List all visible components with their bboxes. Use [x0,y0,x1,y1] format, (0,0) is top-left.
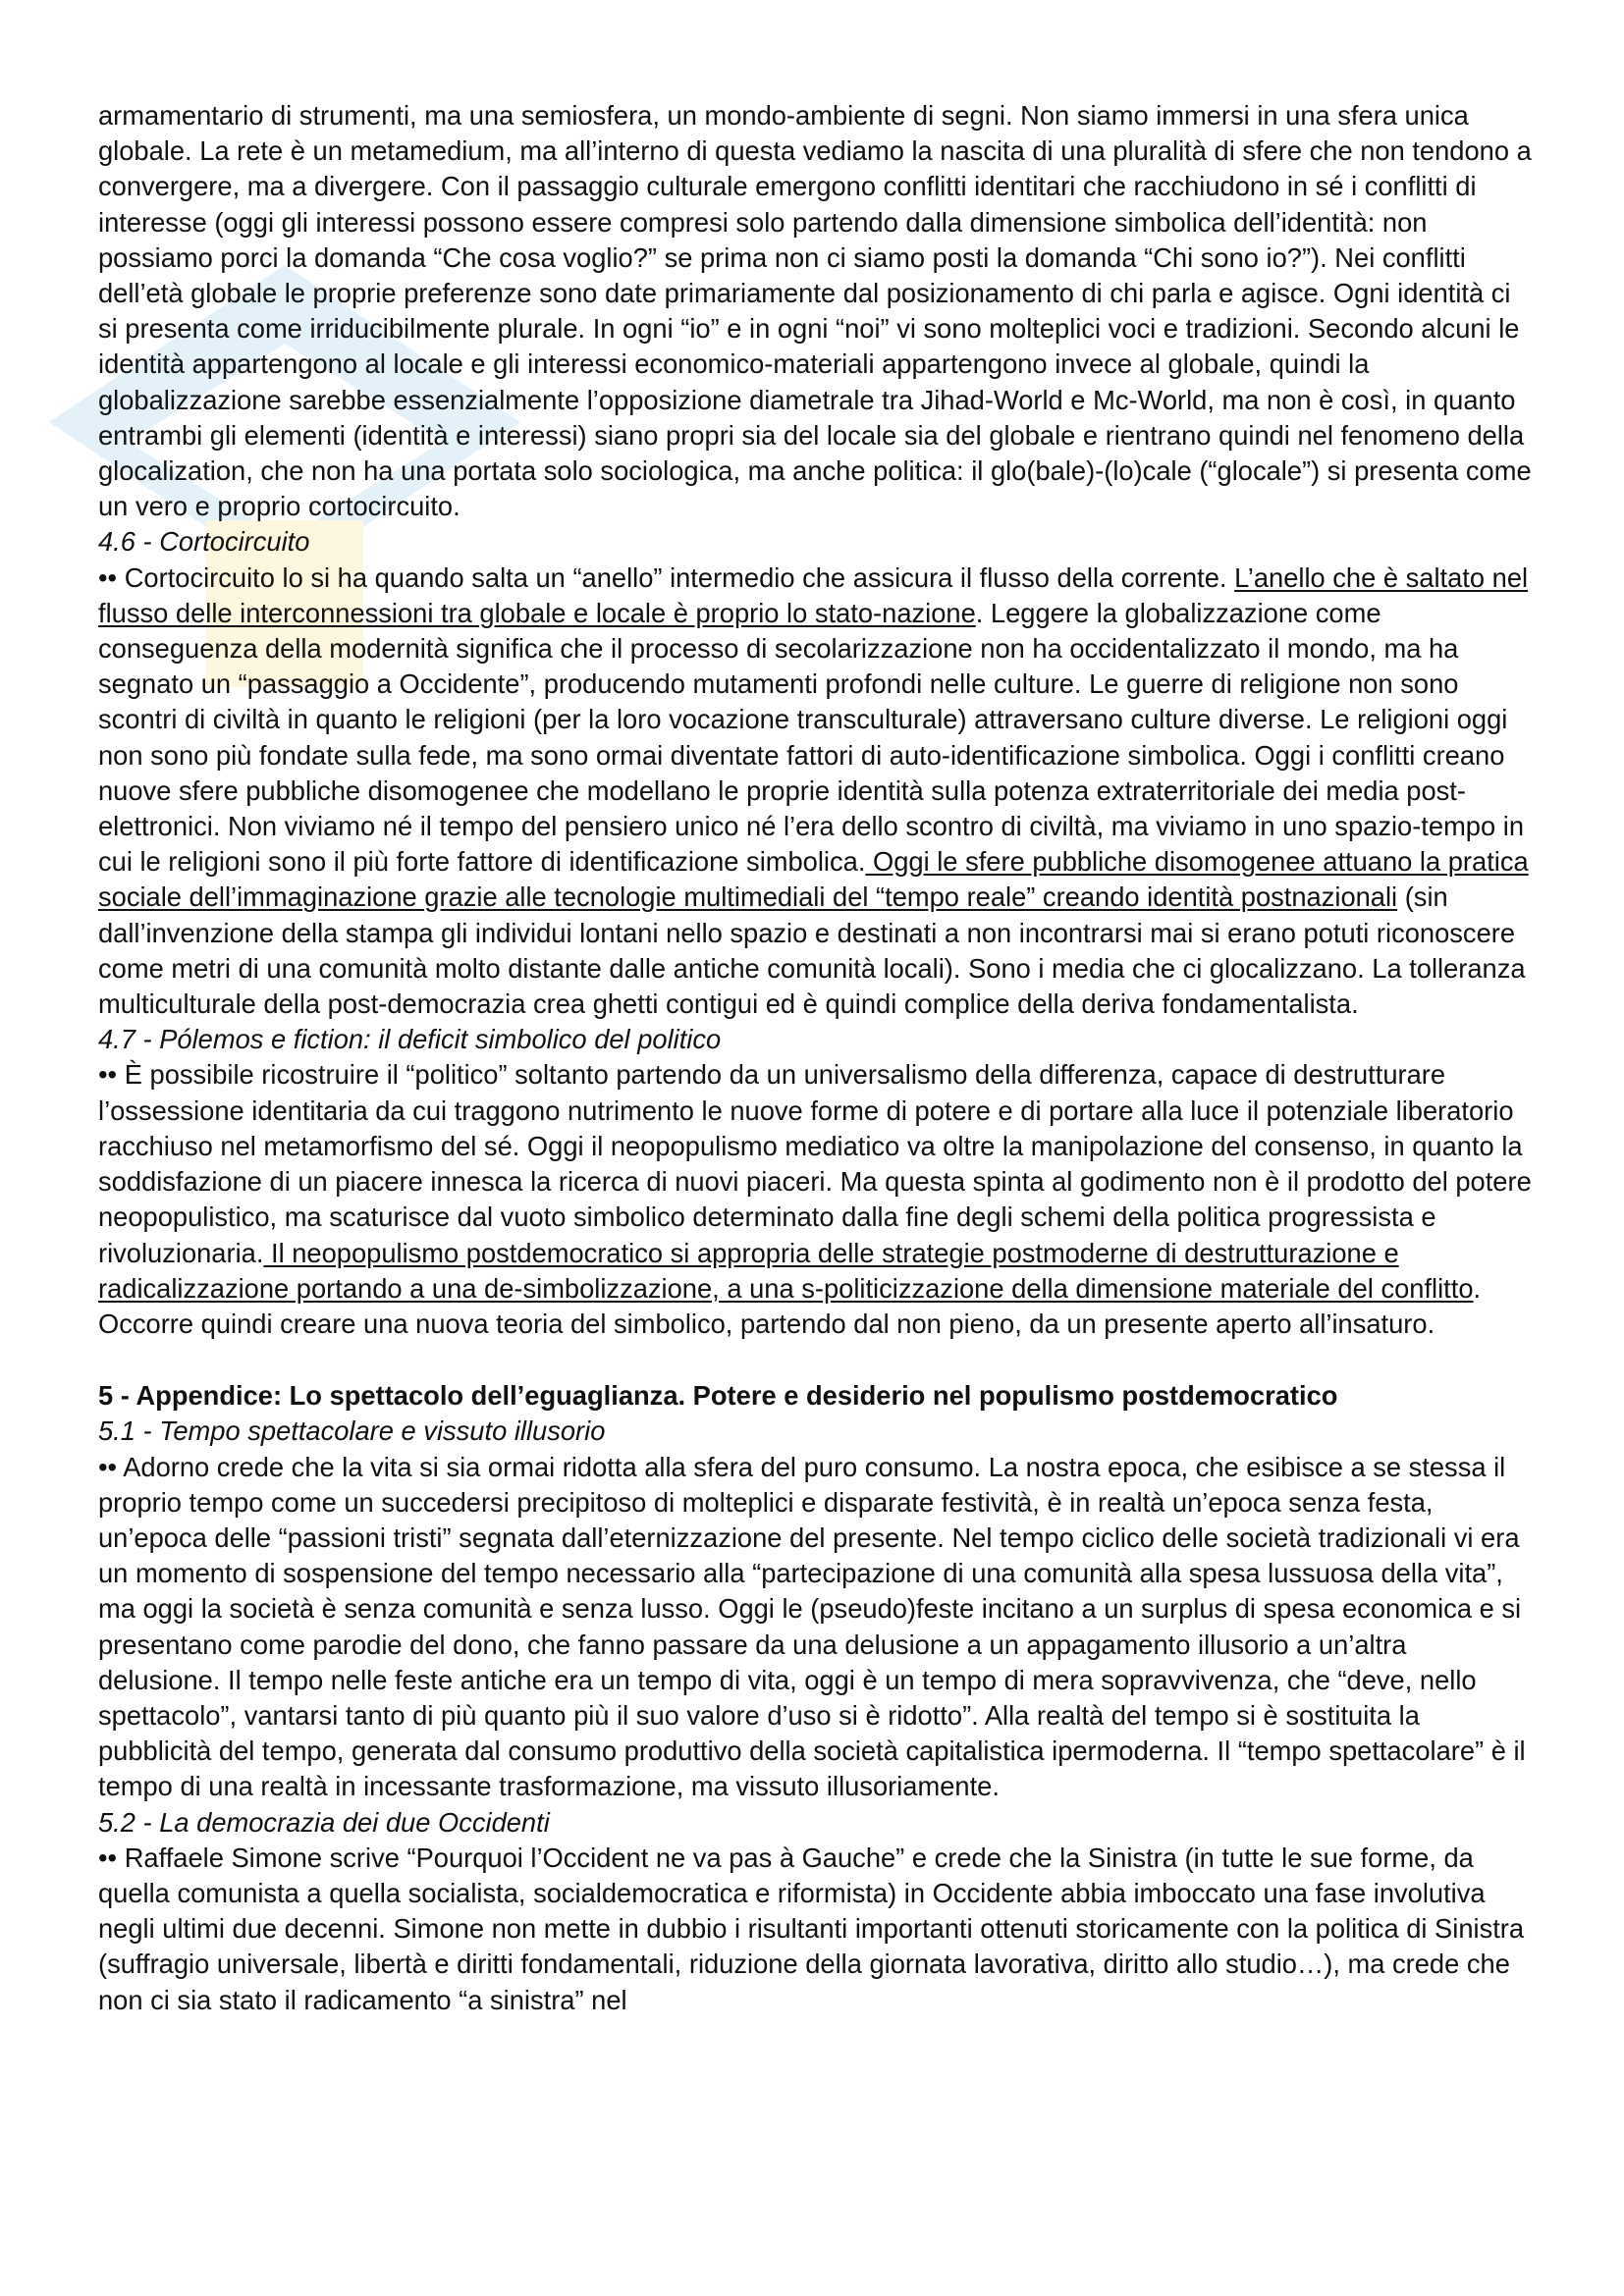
bullet-marker: •• [98,561,118,593]
chapter-5-heading: 5 - Appendice: Lo spettacolo dell’eguaglianza. Potere e desiderio nel populismo postdemocratico [98,1380,1338,1412]
section-5-2-title: 5.2 - La democrazia dei due Occidenti [98,1806,550,1838]
section-5-2-text: Raffaele Simone scrive “Pourquoi l’Occident ne va pas à Gauche” e crede che la Sinistra (in tutte le sue forme, da quella comunista a quella socialista, socialdemocratica e riformista) in Occidente abbia imboccato una fase involutiva negli ultimi due decenni. Simone non mette in dubbio i risultanti importanti ottenuti storicamente con la politica di Sinistra (suffragio universale, libertà e diritti fondamentali, riduzione della giornata lavorativa, diritto allo studio…), ma crede che non ci sia stato il radicamento “a sinistra” nel [98,1842,1525,2015]
document-page [98,98,1532,2018]
underlined-passage: Oggi le sfere pubbliche disomogenee attuano la pratica sociale dell’immaginazione grazie alle tecnologie multimediali del “tempo reale” creando identità postnazionali [98,846,1529,913]
bullet-marker: •• [98,1059,118,1091]
section-5-1-paragraph [98,1450,1532,1805]
underlined-passage: L’anello che è saltato nel flusso delle interconnessioni tra globale e locale è proprio lo stato-nazione [98,561,1529,628]
section-4-7-text-2: . Occorre quindi creare una nuova teoria del simbolico, partendo dal non pieno, da un presente aperto all’insaturo. [98,1272,1482,1339]
continuation-paragraph: armamentario di strumenti, ma una semiosfera, un mondo-ambiente di segni. Non siamo immersi in una sfera unica globale. La rete è un metamedium, ma all’interno di questa vediamo la nascita di una pluralità di sfere che non tendono a convergere, ma a divergere. Con il passaggio culturale emergono conflitti identitari che racchiudono in sé i conflitti di interesse (oggi gli interessi possono essere compresi solo partendo dalla dimensione simbolica dell’identità: non possiamo porci la domanda “Che cosa voglio?” se prima non ci siamo posti la domanda “Chi sono io?”). Nei conflitti dell’età globale le proprie preferenze sono date primariamente dal posizionamento di chi parla e agisce. Ogni identità ci si presenta come irriducibilmente plurale. In ogni “io” e in ogni “noi” vi sono molteplici voci e tradizioni. Secondo alcuni le identità appartengono al locale e gli interessi economico-materiali appartengono invece al globale, quindi la globalizzazione sarebbe essenzialmente l’opposizione diametrale tra Jihad-World e Mc-World, ma non è così, in quanto entrambi gli elementi (identità e interessi) siano propri sia del locale sia del globale e rientrano quindi nel fenomeno della glocalization, che non ha una portata solo sociologica, ma anche politica: il glo(bale)-(lo)cale (“glocale”) si presenta come un vero e proprio cortocircuito. [98,100,1532,522]
section-5-2-paragraph [98,1841,1532,2018]
section-5-1-text: Adorno crede che la vita si sia ormai ridotta alla sfera del puro consumo. La nostra epoca, che esibisce a se stessa il proprio tempo come un succedersi precipitoso di molteplici e disparate festività, è in realtà un’epoca senza festa, un’epoca delle “passioni tristi” segnata dall’eternizzazione del presente. Nel tempo ciclico delle società tradizionali vi era un momento di sospensione del tempo necessario alla “partecipazione di una comunità alla spesa lussuosa della vita”, ma oggi la società è senza comunità e senza lusso. Oggi le (pseudo)feste incitano a un surplus di spesa economica e si presentano come parodie del dono, che fanno passare da una delusione a un appagamento illusorio a un’altra delusione. Il tempo nelle feste antiche era un tempo di vita, oggi è un tempo di mera sopravvivenza, che “deve, nello spettacolo”, vantarsi tanto di più quanto più il suo valore d’uso si è ridotto”. Alla realtà del tempo si è sostituita la pubblicità del tempo, generata dal consumo produttivo della società capitalistica ipermoderna. Il “tempo spettacolare” è il tempo di una realtà in incessante trasformazione, ma vissuto illusoriamente. [98,1451,1526,1802]
section-4-7-paragraph [98,1057,1532,1342]
section-4-6-text-2: . Leggere la globalizzazione come conseguenza della modernità significa che il processo di secolarizzazione non ha occidentalizzato il mondo, ma ha segnato un “passaggio a Occidente”, producendo mutamenti profondi nelle culture. Le guerre di religione non sono scontri di civiltà in quanto le religioni (per la loro vocazione transculturale) attraversano culture diverse. Le religioni oggi non sono più fondate sulla fede, ma sono ormai diventate fattori di auto-identificazione simbolica. Oggi i conflitti creano nuove sfere pubbliche disomogenee che modellano le proprie identità sulla potenza extraterritoriale dei media post-elettronici. Non viviamo né il tempo del pensiero unico né l’era dello scontro di civiltà, ma viviamo in uno spazio-tempo in cui le religioni sono il più forte fattore di identificazione simbolica. [98,597,1524,878]
section-4-6-text-3: (sin dall’invenzione della stampa gli individui lontani nello spazio e destinati a non incontrarsi mai si erano potuti riconoscere come metri di una comunità molto distante dalle antiche comunità locali). Sono i media che ci glocalizzano. La tolleranza multiculturale della post-democrazia crea ghetti contigui ed è quindi complice della deriva fondamentalista. [98,881,1526,1020]
section-4-7-title: 4.7 - Pólemos e fiction: il deficit simbolico del politico [98,1024,722,1055]
section-4-7-text-1: È possibile ricostruire il “politico” soltanto partendo da un universalismo della differenza, capace di destrutturare l’ossessione identitaria da cui traggono nutrimento le nuove forme di potere e di portare alla luce il potenziale liberatorio racchiuso nel metamorfismo del sé. Oggi il neopopulismo mediatico va oltre la manipolazione del consenso, in quanto la soddisfazione di un piacere innesca la ricerca di nuovi piaceri. Ma questa spinta al godimento non è il prodotto del potere neopopulistico, ma scaturisce dal vuoto simbolico determinato dalla fine degli schemi della politica progressista e rivoluzionaria. [98,1059,1532,1268]
underlined-passage: Il neopopulismo postdemocratico si appropria delle strategie postmoderne di destrutturazione e radicalizzazione portando a una de-simbolizzazione, a una s-politicizzazione della dimensione materiale del conflitto [98,1237,1474,1304]
section-4-6-text-1: Cortocircuito lo si ha quando salta un “anello” intermedio che assicura il flusso della corrente. [124,561,1227,593]
bullet-marker: •• [98,1842,118,1873]
section-4-6-paragraph [98,561,1532,1023]
section-4-6-title: 4.6 - Cortocircuito [98,526,310,558]
section-5-1-title: 5.1 - Tempo spettacolare e vissuto illusorio [98,1415,606,1447]
bullet-marker: •• [98,1451,118,1482]
